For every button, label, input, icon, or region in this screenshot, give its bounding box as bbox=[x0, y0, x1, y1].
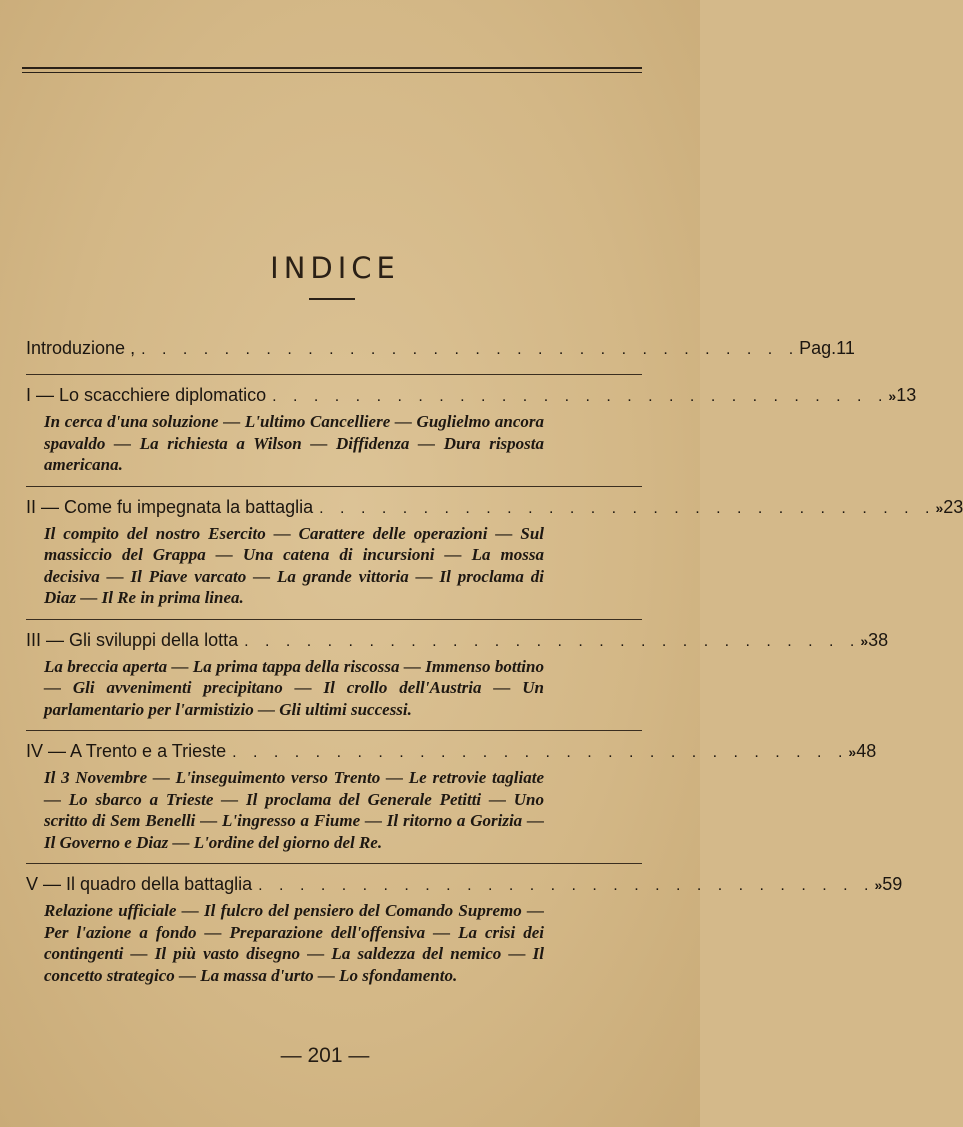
toc-summary: Il 3 Novembre — L'inseguimento verso Trento — Le retrovie tagliate — Lo sbarco a Trieste — Il proclama del Generale Petitti — Uno scritto di Sem Benelli — L'ingresso a Fiume — Il ritorno a Gorizia — Il Governo e Diaz — L'ordine del giorno del Re. bbox=[44, 768, 544, 852]
ditto-mark: » bbox=[874, 877, 883, 893]
top-rule-thin bbox=[22, 72, 642, 73]
toc-page-number: 23 bbox=[943, 496, 963, 517]
toc-summary: Relazione ufficiale — Il fulcro del pensiero del Comando Supremo — Per l'azione a fondo — Preparazione dell'offensiva — La crisi dei contingenti — Il più vasto disegno — La saldezza del nemico — Il concetto strategico — La massa d'urto — Lo sfondamento. bbox=[44, 901, 544, 985]
ditto-mark: » bbox=[888, 388, 897, 404]
toc-heading: Introduzione , bbox=[26, 338, 136, 358]
page-number-footer: — 201 — bbox=[280, 1044, 370, 1067]
ditto-mark: » bbox=[935, 499, 944, 516]
dot-leader: . . . . . . . . . . . . . . . . . . . . . . . . . . . . . . bbox=[319, 499, 936, 517]
toc-summary: La breccia aperta — La prima tappa della riscossa — Immenso bottino — Gli avvenimenti precipitano — Il crollo dell'Austria — Un parlamentario per l'armistizio — Gli ultimi successi. bbox=[44, 656, 544, 719]
toc-heading: IV — A Trento e a Trieste bbox=[26, 741, 227, 761]
separator bbox=[26, 730, 642, 731]
toc-entry-intro bbox=[26, 338, 855, 364]
separator bbox=[26, 374, 642, 375]
page-label: Pag. bbox=[799, 338, 837, 358]
separator bbox=[26, 486, 642, 487]
toc-heading: I — Lo scacchiere diplomatico bbox=[26, 385, 267, 405]
toc-page-number: 38 bbox=[868, 629, 889, 650]
dot-leader: . . . . . . . . . . . . . . . . . . . . . . . . . . . . . . bbox=[244, 632, 861, 650]
toc-entry-chapter-3 bbox=[26, 629, 889, 721]
toc-heading: III — Gli sviluppi della lotta bbox=[26, 629, 239, 650]
toc-heading: II — Come fu impegnata la battaglia bbox=[26, 496, 314, 517]
dot-leader: . . . . . . . . . . . . . . . . . . . . . . . . . . . . . . bbox=[272, 388, 889, 405]
toc-summary: In cerca d'una soluzione — L'ultimo Cancelliere — Guglielmo ancora spavaldo — La richiesta a Wilson — Diffidenza — Dura risposta americana. bbox=[44, 412, 544, 474]
top-rule bbox=[22, 67, 642, 69]
toc-entry-chapter-5 bbox=[26, 874, 903, 986]
table-of-contents bbox=[26, 338, 963, 986]
toc-entry-chapter-2 bbox=[26, 496, 963, 609]
dot-leader: . . . . . . . . . . . . . . . . . . . . . . . . . . . . . . . . bbox=[141, 341, 800, 358]
ditto-mark: » bbox=[860, 632, 869, 649]
ditto-mark: » bbox=[848, 744, 857, 760]
separator bbox=[26, 863, 642, 864]
toc-heading: V — Il quadro della battaglia bbox=[26, 874, 253, 894]
toc-page-number: 11 bbox=[836, 338, 855, 358]
title-underline bbox=[309, 298, 355, 300]
toc-page-number: 13 bbox=[896, 385, 917, 405]
toc-entry-chapter-1 bbox=[26, 385, 917, 476]
toc-page-number: 59 bbox=[882, 874, 903, 894]
dot-leader: . . . . . . . . . . . . . . . . . . . . . . . . . . . . . . bbox=[258, 877, 875, 894]
toc-page-number: 48 bbox=[856, 741, 877, 761]
toc-entry-chapter-4 bbox=[26, 741, 877, 853]
page-title: INDICE bbox=[270, 251, 400, 285]
dot-leader: . . . . . . . . . . . . . . . . . . . . . . . . . . . . . . bbox=[232, 744, 849, 761]
separator bbox=[26, 619, 642, 620]
toc-summary: Il compito del nostro Esercito — Carattere delle operazioni — Sul massiccio del Grappa — Una catena di incursioni — La mossa decisiva — Il Piave varcato — La grande vittoria — Il proclama di Diaz — Il Re in prima linea. bbox=[44, 523, 544, 607]
